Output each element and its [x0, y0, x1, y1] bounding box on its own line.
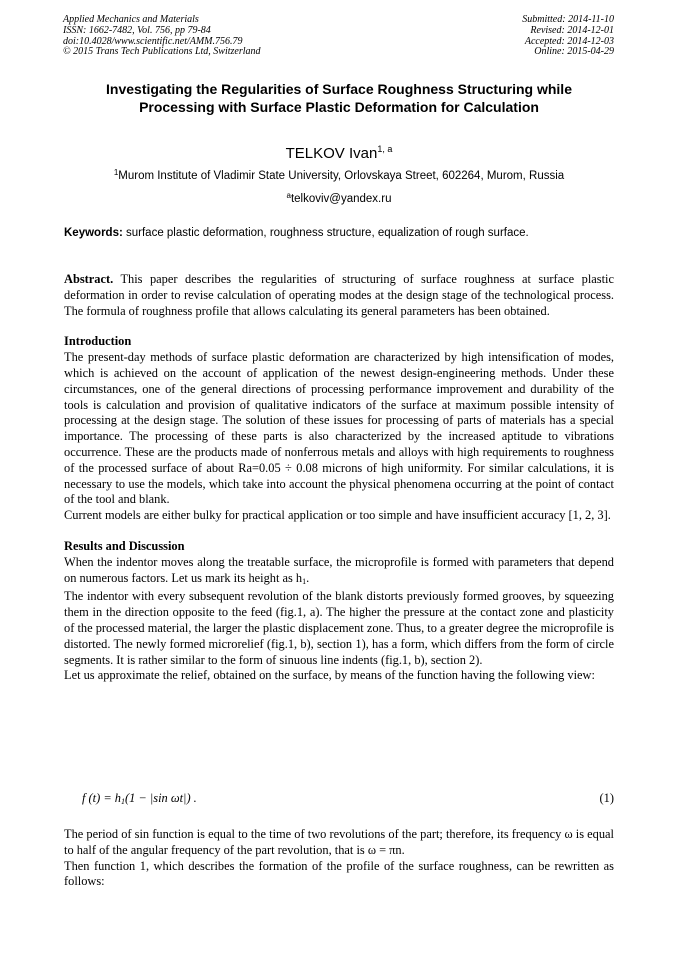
abstract-text: This paper describes the regularities of structuring of surface roughness at surface plastic deformation in order to revise calculation of operating modes at the design stage of the technological process. The formula of roughness profile that allows calculating its general parameters has been obtained. — [64, 272, 614, 318]
equation-1-number: (1) — [599, 791, 614, 805]
results-paragraph-3: Let us approximate the relief, obtained on the surface, by means of the function having the following view: — [64, 668, 595, 683]
keywords-text: surface plastic deformation, roughness structure, equalization of rough surface. — [126, 227, 529, 239]
equation-1-subscript: 1 — [121, 797, 125, 806]
results-heading: Results and Discussion — [64, 538, 185, 553]
author-email — [0, 189, 678, 206]
results-paragraph-5: Then function 1, which describes the formation of the profile of the surface roughness, can be rewritten as follows: — [64, 858, 614, 889]
journal-name: Applied Mechanics and Materials — [63, 14, 199, 25]
affiliation-superscript: 1 — [113, 168, 119, 177]
keywords-label: Keywords: — [64, 227, 123, 239]
equation-1-lhs: f (t) = h — [82, 791, 121, 805]
abstract-label: Abstract. — [64, 272, 114, 286]
main-text-continued — [64, 827, 614, 890]
introduction-heading: Introduction — [64, 334, 132, 349]
results-paragraph-1-end: . — [306, 570, 310, 585]
author — [0, 140, 678, 163]
results-paragraph-1 — [64, 555, 614, 590]
accepted-date: Accepted: 2014-12-03 — [524, 35, 614, 47]
equation-1 — [82, 791, 197, 806]
title-line-2: Processing with Surface Plastic Deformation for Calculation — [139, 99, 539, 115]
introduction-paragraph-2: Current models are either bulky for practical application or too simple and have insufficient accuracy [1, 2, 3]. — [64, 508, 611, 523]
issn-line: ISSN: 1662-7482, Vol. 756, pp 79-84 — [63, 24, 211, 36]
copyright-line: © 2015 Trans Tech Publications Ltd, Switzerland — [63, 46, 261, 58]
affiliation-text: Murom Institute of Vladimir State University, Orlovskaya Street, 602264, Murom, Russia — [118, 170, 565, 182]
introduction-paragraph-1: The present-day methods of surface plastic deformation are characterized by high intensification of modes, which is achieved on the account of application of the newest design-engineering methods. Under these circumstances, one of the general directions of processing performance improvement and durability of the tools is calculation and provision of qualitative indicators of the surface at maximum possible intensity of processing at the design stage. The solution of these issues for processing of parts of materials has a special importance. The processing of these parts is also characterized by the increased aptitude to vibrations occurrence. These are the products made of nonferrous metals and alloys with high requirements to roughness of the processed surface of about Ra=0.05 ÷ 0.08 microns of high uniformity. For similar calculations, it is necessary to use the models, which take into account the physical phenomena occurring at the point of contact of the tool and blank. — [64, 350, 614, 507]
results-paragraph-2: The indentor with every subsequent revolution of the blank distorts previously formed grooves, by squeezing them in the direction opposite to the feed (fig.1, a). The higher the pressure at the contact zone and plasticity of the processed material, the larger the plastic displacement zone. Thus, to a greater degree the microprofile is distorted. The newly formed microrelief (fig.1, b), section 1), has a form, which differs from the form of circle segments. It is rather similar to the form of sinuous line indents (fig.1, b), section 2). — [64, 589, 614, 667]
online-date: Online: 2015-04-29 — [534, 46, 614, 58]
equation-1-rhs: (1 − |sin ωt|) . — [125, 791, 197, 805]
author-superscript: 1, a — [377, 144, 393, 154]
main-text — [64, 272, 614, 684]
affiliation — [0, 166, 678, 183]
h1-subscript: 1 — [302, 576, 307, 586]
doi-line: doi:10.4028/www.scientific.net/AMM.756.79 — [63, 35, 243, 47]
submitted-date: Submitted: 2014-11-10 — [522, 14, 614, 25]
abstract — [64, 272, 614, 319]
author-name: TELKOV Ivan — [285, 145, 378, 162]
email-superscript: a — [286, 191, 291, 200]
results-paragraph-4: The period of sin function is equal to the time of two revolutions of the part; therefore, its frequency ω is equal to half of the angular frequency of the part revolution, that is ω = πn. — [64, 827, 614, 857]
publication-dates — [522, 15, 614, 58]
paper-title — [56, 80, 622, 116]
revised-date: Revised: 2014-12-01 — [530, 24, 614, 36]
title-line-1: Investigating the Regularities of Surface Roughness Structuring while — [106, 81, 572, 97]
publication-info — [63, 15, 261, 58]
keywords — [64, 226, 614, 241]
email-text: telkoviv@yandex.ru — [290, 193, 392, 205]
results-paragraph-1-text: When the indentor moves along the treatable surface, the microprofile is formed with parameters that depend on numerous factors. Let us mark its height as h — [64, 554, 614, 585]
